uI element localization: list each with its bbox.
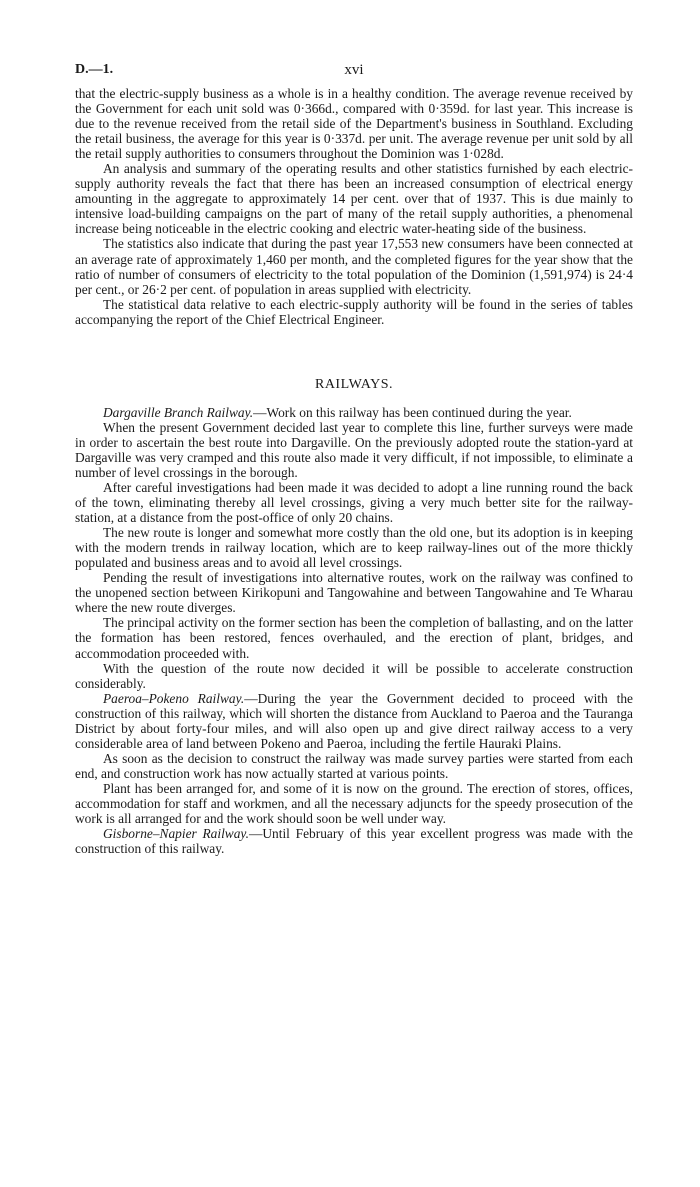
document-page [75, 62, 633, 856]
paragraph: An analysis and summary of the operating results and other statistics furnished by each electric-supply authority reveals the fact that there has been an increased consumption of electrical energy amounting in the aggregate to approximately 14 per cent. over that of 1937. This is due mainly to intensive load-building campaigns on the part of many of the retail supply authorities, a phenomenal increase being noticeable in the electric cooking and electric water-heating side of the business. [75, 161, 633, 237]
paragraph: When the present Government decided last year to complete this line, further surveys were made in order to ascertain the best route into Dargaville. On the previously adopted route the station-yard at Dargaville was very cramped and this route also made it very difficult, if not impossible, to eliminate a number of level crossings in the borough. [75, 419, 633, 480]
section-heading: RAILWAYS. [314, 376, 393, 392]
paragraph-text: —During the year the Government decided to proceed with the construction of this railway, which will shorten the distance from Auckland to Paeroa and the Tauranga District by about forty-four miles, and will also open up and give direct railway access to a very considerable area of land between Pokeno and Paeroa, including the fertile Hauraki Plains. [75, 690, 633, 751]
paragraph: After careful investigations had been made it was decided to adopt a line running round the back of the town, eliminating thereby all level crossings, giving a very much better site for the railway-station, at a distance from the post-office of only 20 chains. [75, 479, 633, 526]
subsection-title: Dargaville Branch Railway. [103, 404, 254, 420]
subsection-title: Paeroa–Pokeno Railway. [103, 690, 245, 706]
paragraph: The new route is longer and somewhat more costly than the old one, but its adoption is in keeping with the modern trends in railway location, which are to keep railway-lines out of the more thickly populated and business areas and to avoid all level crossings. [75, 525, 633, 571]
paragraph-text: —Work on this railway has been continued during the year. [253, 404, 572, 420]
paragraph: The statistics also indicate that during the past year 17,553 new consumers have been connected at an average rate of approximately 1,460 per month, and the completed figures for the year show that the ratio of number of consumers of electricity to the total population of the Dominion (1,591,974) is 24·4 per cent., or 26·2 per cent. of population in areas supplied with electricity. [75, 236, 633, 297]
paragraph: Plant has been arranged for, and some of it is now on the ground. The erection of stores, offices, accommodation for staff and workmen, and all the necessary adjuncts for the speedy prosecution of the work is all arranged for and the work should soon be well under way. [75, 780, 633, 827]
paragraph [75, 405, 633, 420]
page-number: xvi [344, 62, 364, 78]
paragraph: The statistical data relative to each electric-supply authority will be found in the series of tables accompanying the report of the Chief Electrical Engineer. [75, 296, 633, 327]
page-header [75, 62, 633, 86]
paragraph [75, 691, 633, 751]
paragraph: With the question of the route now decided it will be possible to accelerate construction considerably. [75, 660, 633, 691]
subsection-title: Gisborne–Napier Railway. [103, 826, 249, 842]
paragraph-text: —Until February of this year excellent progress was made with the construction of this railway. [75, 826, 633, 857]
paragraph: Pending the result of investigations into alternative routes, work on the railway was confined to the unopened section between Kirikopuni and Tangowahine and between Tangowahine and Te Wharau where the new route diverges. [75, 570, 633, 616]
paragraph: The principal activity on the former section has been the completion of ballasting, and on the latter the formation has been restored, fences overhauled, and the erection of plant, bridges, and accommodation proceeded with. [75, 615, 633, 661]
paragraph [75, 826, 633, 856]
document-reference: D.—1. [75, 62, 114, 77]
paragraph: that the electric-supply business as a whole is in a healthy condition. The average revenue received by the Government for each unit sold was 0·366d., compared with 0·359d. for last year. This increase is due to the revenue received from the retail side of the Department's business in Southland. Excluding the retail business, the average for this year is 0·337d. per unit. The average revenue per unit sold by all the retail supply authorities to consumers throughout the Dominion was 1·028d. [75, 86, 633, 162]
paragraph: As soon as the decision to construct the railway was made survey parties were started from each end, and construction work has now actually started at various points. [75, 750, 633, 781]
